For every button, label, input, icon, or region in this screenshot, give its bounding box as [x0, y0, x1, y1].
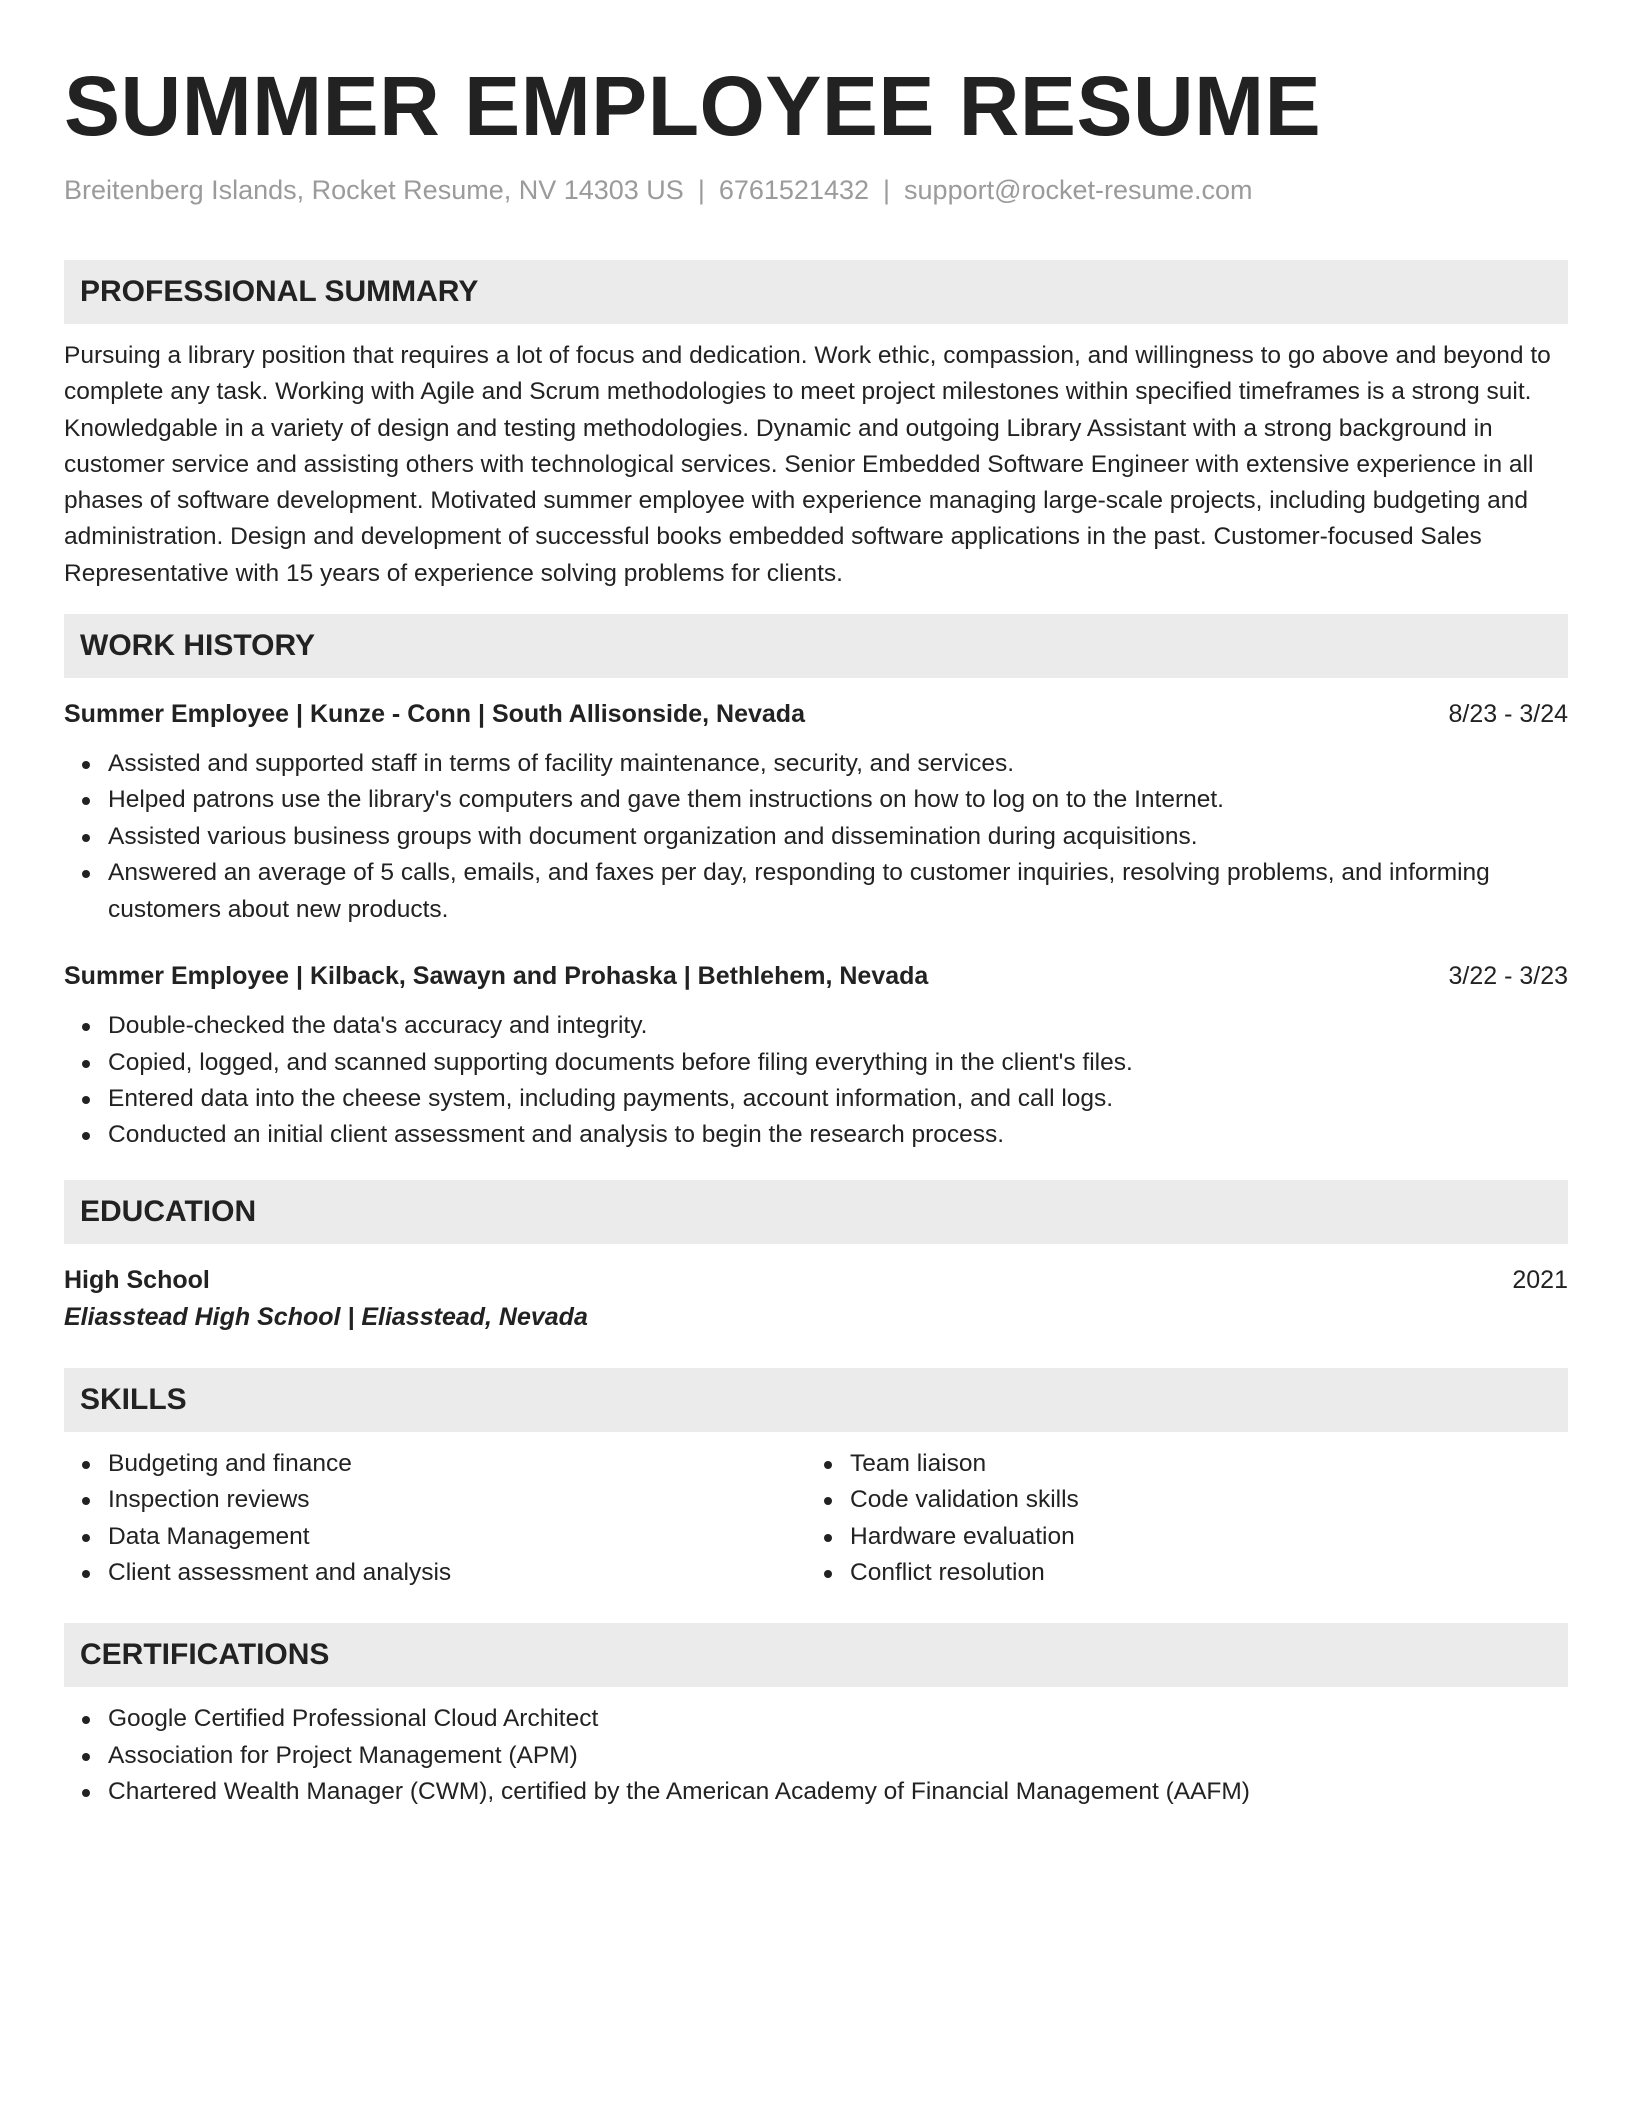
job-bullet: Assisted various business groups with document organization and dissemination during acquisitions. — [64, 819, 1568, 855]
education-year: 2021 — [1512, 1265, 1568, 1294]
summary-section-header: PROFESSIONAL SUMMARY — [64, 260, 1568, 324]
skill-item: Team liaison — [806, 1446, 1548, 1482]
certification-item: Association for Project Management (APM) — [64, 1738, 1568, 1774]
job-bullet: Answered an average of 5 calls, emails, and faxes per day, responding to customer inquiries, resolving problems, and informing customers about new products. — [64, 855, 1568, 928]
contact-email: support@rocket-resume.com — [904, 175, 1253, 205]
contact-separator: | — [883, 175, 891, 205]
summary-text: Pursuing a library position that requires a lot of focus and dedication. Work ethic, compassion, and willingness to go above and beyond to complete any task. Working with Agile and Scrum methodologies to meet project milestones within specified timeframes is a strong suit. Knowledgable in a variety of design and testing methodologies. Dynamic and outgoing Library Assistant with a strong background in customer service and assisting others with technological services. Senior Embedded Software Engineer with extensive experience in all phases of software development. Motivated summer employee with experience managing large-scale projects, including budgeting and administration. Design and development of successful books embedded software applications in the past. Customer-focused Sales Representative with 15 years of experience solving problems for clients. — [64, 342, 1551, 587]
contact-address: Breitenberg Islands, Rocket Resume, NV 14303 US — [64, 175, 684, 205]
job-header — [64, 696, 1568, 732]
job-title: Summer Employee | Kunze - Conn | South Allisonside, Nevada — [64, 700, 805, 729]
education-section-header: EDUCATION — [64, 1180, 1568, 1244]
job-bullet: Double-checked the data's accuracy and integrity. — [64, 1008, 1568, 1044]
job-title: Summer Employee | Kilback, Sawayn and Prohaska | Bethlehem, Nevada — [64, 962, 929, 991]
education-degree: High School — [64, 1265, 210, 1294]
contact-separator: | — [697, 175, 705, 205]
skill-item: Client assessment and analysis — [64, 1555, 806, 1591]
skills-column-left — [64, 1446, 806, 1592]
job-date: 3/22 - 3/23 — [1448, 962, 1568, 991]
job-bullet: Helped patrons use the library's computers and gave them instructions on how to log on to the Internet. — [64, 782, 1568, 818]
contact-line — [64, 172, 1568, 208]
job-bullets — [64, 746, 1568, 928]
contact-phone: 6761521432 — [718, 175, 870, 205]
job-header — [64, 958, 1568, 994]
education-school: Eliasstead High School | Eliasstead, Nevada — [64, 1302, 588, 1331]
certification-item: Google Certified Professional Cloud Architect — [64, 1701, 1568, 1737]
skill-item: Code validation skills — [806, 1482, 1548, 1518]
job-bullet: Assisted and supported staff in terms of facility maintenance, security, and services. — [64, 746, 1568, 782]
skill-item: Conflict resolution — [806, 1555, 1548, 1591]
resume-name: SUMMER EMPLOYEE RESUME — [64, 59, 1322, 153]
job-bullet: Entered data into the cheese system, including payments, account information, and call logs. — [64, 1081, 1568, 1117]
work-history-section-header: WORK HISTORY — [64, 614, 1568, 678]
skills-section-header: SKILLS — [64, 1368, 1568, 1432]
job-bullet: Conducted an initial client assessment and analysis to begin the research process. — [64, 1117, 1568, 1153]
skill-item: Hardware evaluation — [806, 1519, 1548, 1555]
certifications-list — [64, 1701, 1568, 1810]
job-bullet: Copied, logged, and scanned supporting documents before filing everything in the client's files. — [64, 1045, 1568, 1081]
certifications-section-header: CERTIFICATIONS — [64, 1623, 1568, 1687]
education-entry-header — [64, 1262, 1568, 1298]
skill-item: Inspection reviews — [64, 1482, 806, 1518]
skill-item: Budgeting and finance — [64, 1446, 806, 1482]
job-date: 8/23 - 3/24 — [1448, 700, 1568, 729]
skills-grid — [64, 1446, 1568, 1592]
skills-column-right — [806, 1446, 1548, 1592]
job-bullets — [64, 1008, 1568, 1154]
skill-item: Data Management — [64, 1519, 806, 1555]
certification-item: Chartered Wealth Manager (CWM), certified by the American Academy of Financial Management (AAFM) — [64, 1774, 1568, 1810]
